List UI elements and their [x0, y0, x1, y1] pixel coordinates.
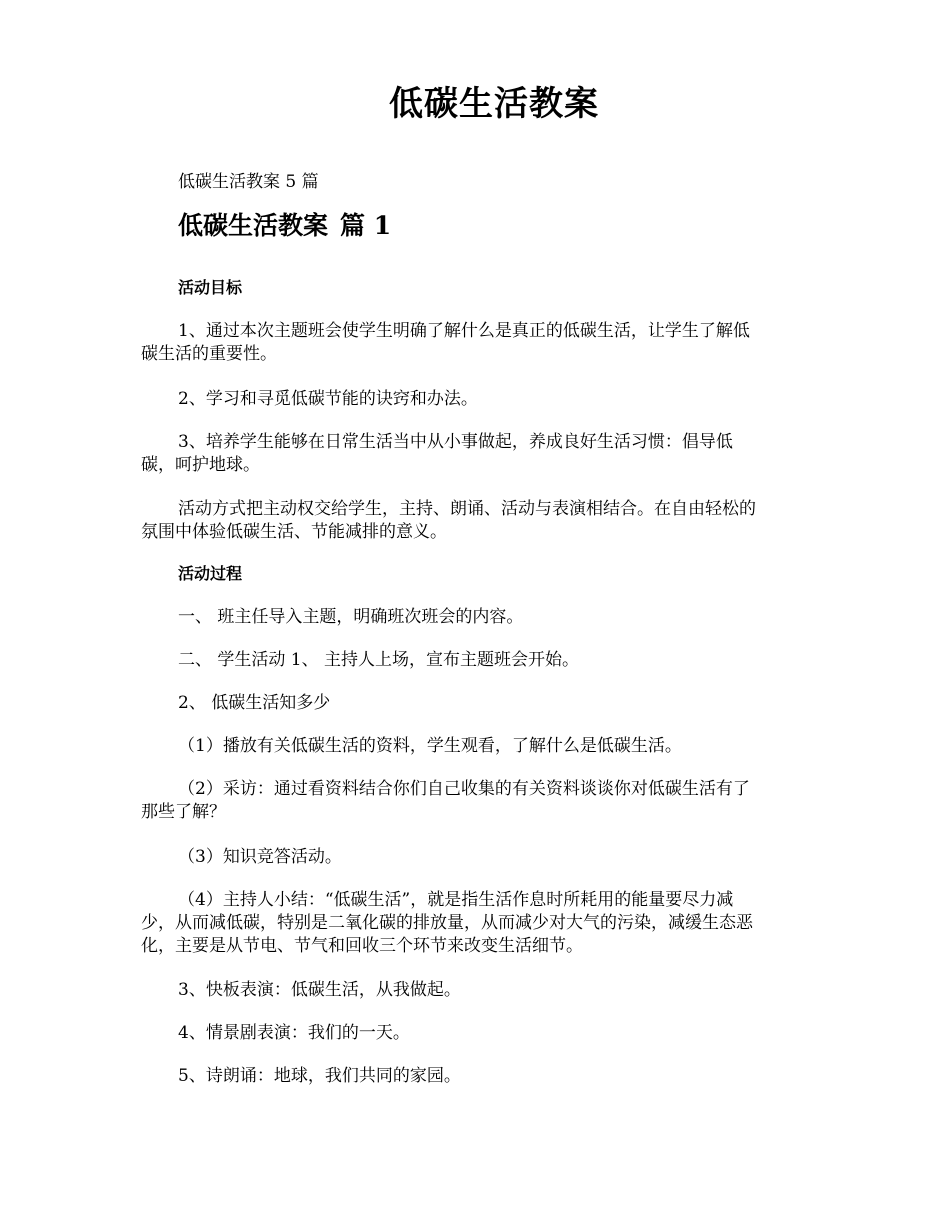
- process-item-5: 5、诗朗诵：地球，我们共同的家园。: [178, 1066, 461, 1086]
- process-sub-2-line-2: 那些了解？: [141, 802, 226, 822]
- goal-2: 2、学习和寻觅低碳节能的诀窍和办法。: [178, 389, 478, 409]
- process-item-3: 3、快板表演：低碳生活，从我做起。: [178, 980, 461, 1000]
- method-line-1: 活动方式把主动权交给学生，主持、朗诵、活动与表演相结合。在自由轻松的: [178, 499, 756, 519]
- section-heading-text: 低碳生活教案: [178, 211, 329, 240]
- process-sub-3: （3）知识竞答活动。: [178, 847, 342, 867]
- process-item-4: 4、情景剧表演：我们的一天。: [178, 1023, 410, 1043]
- section-heading: [178, 206, 391, 246]
- document-title: 低碳生活教案: [389, 84, 599, 124]
- process-sub-4-line-2: 少，从而减低碳，特别是二氧化碳的排放量，从而减少对大气的污染，减缓生态恶: [141, 913, 753, 933]
- process-heading: 活动过程: [178, 564, 243, 583]
- process-step-2: 二、 学生活动 1、 主持人上场，宣布主题班会开始。: [178, 650, 580, 670]
- process-sub-4-line-1: （4）主持人小结：“低碳生活”，就是指生活作息时所耗用的能量要尽力减: [178, 890, 734, 910]
- process-sub-1: （1）播放有关低碳生活的资料，学生观看，了解什么是低碳生活。: [178, 736, 682, 756]
- goal-3-line-1: 3、培养学生能够在日常生活当中从小事做起，养成良好生活习惯：倡导低: [178, 432, 733, 452]
- goal-1-line-2: 碳生活的重要性。: [141, 344, 277, 364]
- goal-1-line-1: 1、通过本次主题班会使学生明确了解什么是真正的低碳生活，让学生了解低: [178, 321, 750, 341]
- process-sub-2-line-1: （2）采访：通过看资料结合你们自己收集的有关资料谈谈你对低碳生活有了: [178, 779, 750, 799]
- goal-3-line-2: 碳，呵护地球。: [141, 455, 260, 475]
- process-sub-4-line-3: 化，主要是从节电、节气和回收三个环节来改变生活细节。: [141, 936, 583, 956]
- process-step-2-2: 2、 低碳生活知多少: [178, 693, 331, 713]
- document-subtitle: 低碳生活教案 5 篇: [178, 172, 319, 192]
- goals-heading: 活动目标: [178, 278, 243, 297]
- method-line-2: 氛围中体验低碳生活、节能减排的意义。: [141, 522, 447, 542]
- process-step-1: 一、 班主任导入主题，明确班次班会的内容。: [178, 607, 524, 627]
- section-heading-number: 篇 1: [340, 211, 392, 240]
